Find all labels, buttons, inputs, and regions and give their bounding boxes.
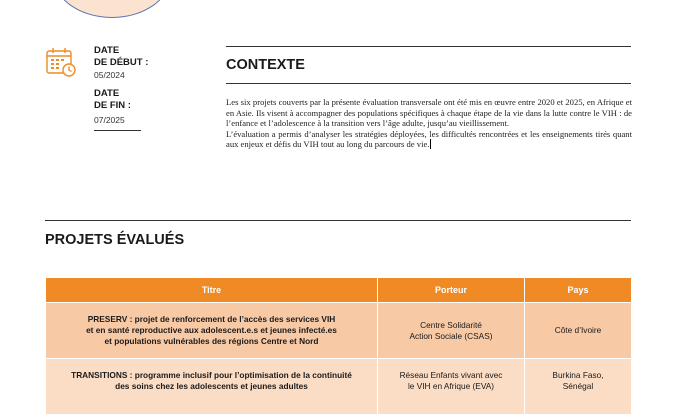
start-date [94,45,148,80]
carrier-line2: le VIH en Afrique (EVA) [407,381,495,391]
header-carrier: Porteur [378,278,525,303]
carrier-line2: Action Sociale (CSAS) [409,330,493,341]
project-name: PRESERV [87,314,128,324]
table-row [46,359,632,415]
start-date-label-line1: DATE [94,45,120,56]
calendar-icon [45,46,77,78]
start-date-value: 05/2024 [94,70,125,80]
header-country: Pays [525,278,632,303]
project-carrier-cell [378,303,525,359]
project-country-cell [525,359,632,415]
header-title: Titre [46,278,378,303]
project-country-cell: Côte d’Ivoire [525,303,632,359]
carrier-line1: Centre Solidarité [420,319,482,330]
project-title-cell [46,303,378,359]
date-divider [94,130,141,131]
context-paragraph-1: Les six projets couverts par la présente évaluation transversale ont été mis en œuvre entre 2020 et 2025, en Afrique et en Asie. Ils visent à accompagner des populations spécifiques à chaque étape de la vie dans la lutte contre le VIH : de l’enfance et l’adolescence à la transition vers l’âge adulte, jusqu’au vieillissement. [226,97,632,129]
carrier-line1: Réseau Enfants vivant avec [399,370,503,380]
context-title-rule [226,83,631,84]
end-date-label-line1: DATE [94,88,120,99]
project-desc-line3: et populations vulnérables des régions Centre et Nord [104,336,319,346]
table-row [46,303,632,359]
context-title: CONTEXTE [226,57,305,73]
context-paragraph-2 [226,129,632,150]
project-carrier-cell [378,359,525,415]
start-date-label-line2: DE DÉBUT : [94,56,149,68]
project-title-cell [46,359,378,415]
project-desc: : programme inclusif pour l’optimisation de la continuité [127,370,352,380]
project-desc-line2: des soins chez les adolescents et jeunes adultes [115,381,308,391]
end-date [94,88,131,125]
project-desc: : projet de renforcement de l’accès des services VIH [127,314,336,324]
projects-table [45,277,632,415]
text-cursor [430,139,431,149]
context-text [226,97,632,150]
project-desc-line1 [52,370,371,381]
header-illustration [52,0,172,18]
end-date-label-line2: DE FIN : [94,99,131,111]
context-top-rule [226,46,631,47]
end-date-value: 07/2025 [94,115,125,125]
table-header-row [46,278,632,303]
project-name: TRANSITIONS [71,370,128,380]
context-paragraph-2-text: L’évaluation a permis d’analyser les stratégies déployées, les difficultés rencontrées et les enseignements tirés quant aux enjeux et défis du VIH tout au long du parcours de vie. [226,128,632,150]
projects-section-rule [45,220,631,221]
country-line2: Sénégal [562,381,594,391]
project-desc-line2: et en santé reproductive aux adolescent.e.s et jeunes infecté.es [86,325,337,335]
projects-title: PROJETS ÉVALUÉS [45,232,185,248]
country-line1: Burkina Faso, [552,370,604,380]
project-desc-line1 [52,314,371,325]
